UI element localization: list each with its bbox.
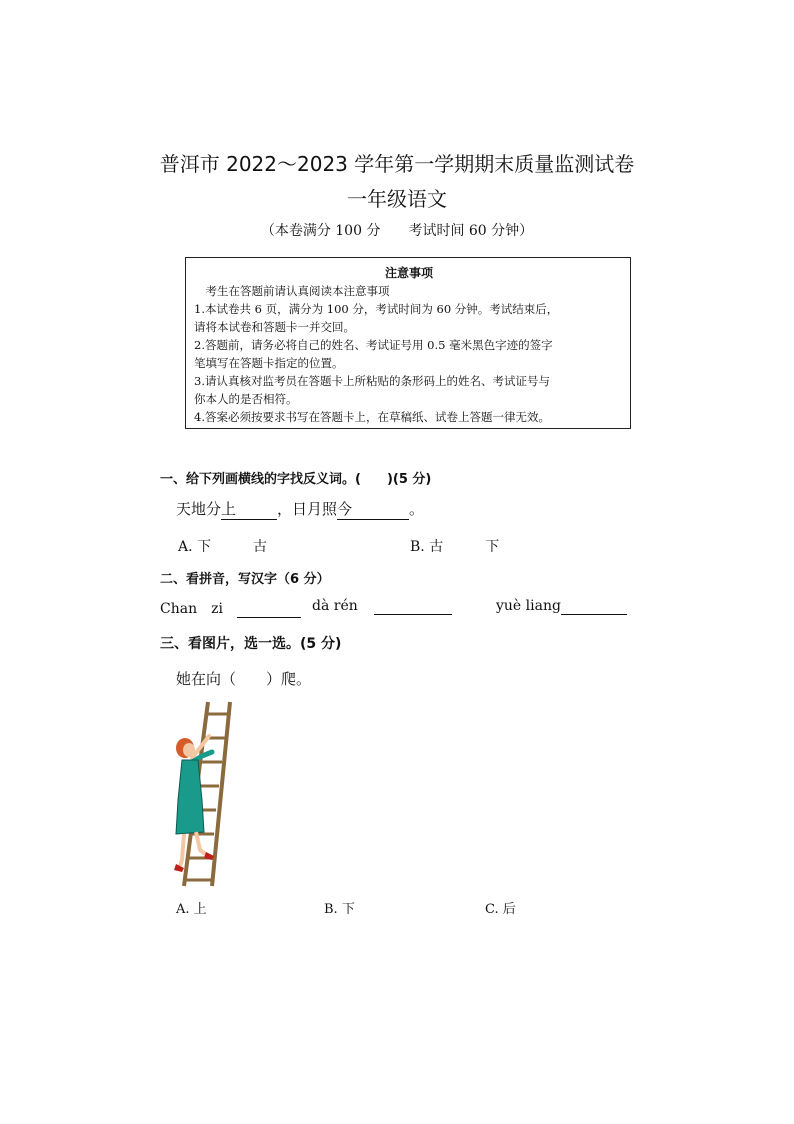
option-b[interactable]: B. 下	[324, 902, 355, 917]
notice-line: 请将本试卷和答题卡一并交回。	[194, 320, 355, 334]
pinyin-text: yuè liang	[496, 598, 561, 614]
notice-line: 笔填写在答题卡指定的位置。	[194, 356, 344, 370]
underlined-char: 今	[337, 500, 353, 518]
woman-figure	[174, 736, 214, 872]
sentence-end: 。	[409, 500, 425, 518]
sentence-part: ，日月照	[277, 500, 338, 518]
answer-blank[interactable]	[374, 598, 452, 615]
ladder-rail	[212, 702, 230, 886]
sentence-part: 天地分	[176, 500, 222, 518]
pinyin-text: Chan zi	[160, 601, 223, 617]
notice-line: 3.请认真核对监考员在答题卡上所粘贴的条形码上的姓名、考试证号与	[194, 374, 550, 388]
notice-line: 2.答题前，请务必将自己的姓名、考试证号用 0.5 毫米黑色字迹的签字	[194, 338, 553, 352]
option-a[interactable]: A. 下 古	[178, 539, 268, 555]
exam-info: （本卷满分 100 分 考试时间 60 分钟）	[260, 223, 534, 239]
answer-blank[interactable]	[237, 601, 301, 618]
notice-box	[185, 257, 631, 429]
section2-heading: 二、看拼音，写汉字（6 分）	[160, 572, 330, 587]
pinyin-item	[160, 598, 301, 618]
notice-line: 4.答案必须按要求书写在答题卡上，在草稿纸、试卷上答题一律无效。	[194, 410, 550, 424]
answer-blank[interactable]	[221, 498, 277, 520]
section1-sentence	[176, 498, 424, 520]
section3-heading: 三、看图片，选一选。(5 分)	[160, 636, 342, 652]
notice-title: 注意事项	[384, 266, 433, 280]
pinyin-item	[496, 598, 627, 615]
option-a[interactable]: A. 上	[176, 902, 207, 917]
ladder-climber-image	[168, 700, 248, 888]
exam-subtitle: 一年级语文	[347, 187, 447, 211]
pinyin-text: dà rén	[312, 598, 358, 614]
underlined-char: 上	[221, 500, 237, 518]
notice-line: 考生在答题前请认真阅读本注意事项	[194, 284, 390, 298]
notice-line: 1.本试卷共 6 页，满分为 100 分，考试时间为 60 分钟。考试结束后，	[194, 302, 559, 316]
answer-blank[interactable]	[561, 598, 627, 615]
section3-question: 她在向（ ）爬。	[176, 670, 312, 688]
option-c[interactable]: C. 后	[485, 902, 516, 917]
option-b[interactable]: B. 古 下	[410, 539, 500, 555]
exam-title: 普洱市 2022～2023 学年第一学期期末质量监测试卷	[159, 152, 635, 176]
pinyin-item	[312, 598, 452, 615]
section1-heading: 一、给下列画横线的字找反义词。( )(5 分)	[160, 472, 432, 487]
answer-blank[interactable]	[337, 498, 409, 520]
notice-line: 你本人的是否相符。	[194, 392, 298, 406]
